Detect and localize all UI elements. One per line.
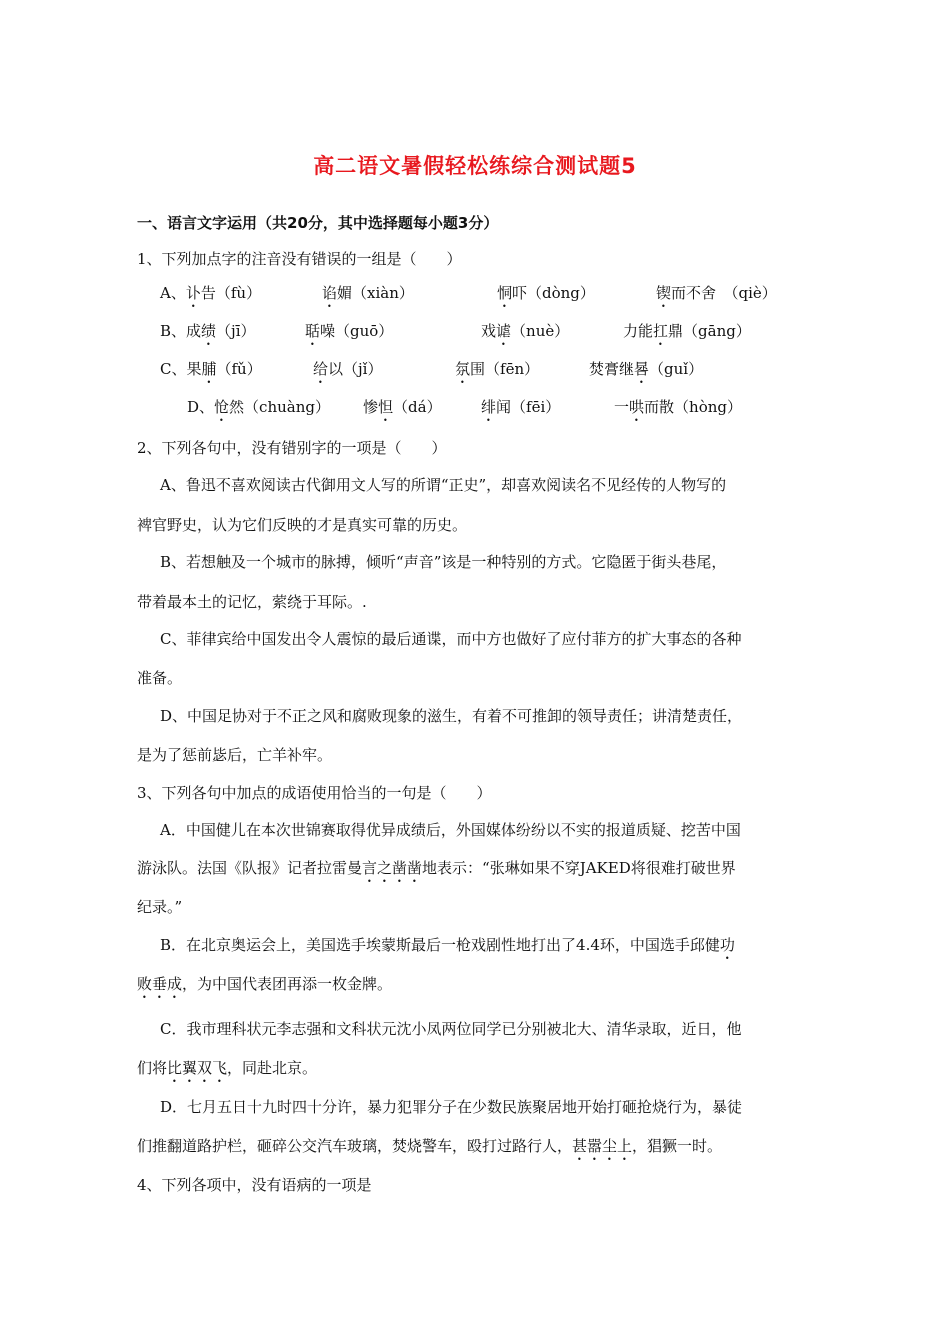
q2-option-c-line1: C、菲律宾给中国发出令人震惊的最后通谍，而中方也做好了应付菲方的扩大事态的各种 (160, 630, 742, 648)
q2-option-b-line1: B、若想触及一个城市的脉搏，倾听“声音”该是一种特别的方式。它隐匿于街头巷尾， (160, 553, 727, 571)
q1-option-b-1: B、成绩（jī） (160, 322, 256, 340)
q2-option-c-line2: 准备。 (137, 669, 183, 687)
q3-option-a-line3: 纪录。” (137, 898, 183, 916)
q1-option-d-4: 一哄而散（hòng） (614, 398, 742, 416)
q1-option-a-2: 谄媚（xiàn） (322, 284, 414, 302)
q2-option-d-line1: D、中国足协对于不正之风和腐败现象的滋生，有着不可推卸的领导责任；讲清楚责任， (160, 707, 743, 725)
question-2-stem: 2、下列各句中，没有错别字的一项是（ ） (137, 439, 447, 457)
question-1-stem: 1、下列加点字的注音没有错误的一组是（ ） (137, 250, 462, 268)
q2-option-b-line2: 带着最本土的记忆，萦绕于耳际。. (137, 593, 367, 611)
q1-option-c-4: 焚膏继晷（guǐ） (589, 360, 704, 378)
q1-option-d-2: 惨怛（dá） (363, 398, 442, 416)
q1-option-a-4: 锲而不舍 （qiè） (656, 284, 777, 302)
q1-option-c-3: 氛围（fēn） (455, 360, 540, 378)
document-title: 高二语文暑假轻松练综合测试题5 (313, 154, 637, 178)
q3-option-d-line1: D．七月五日十九时四十分许，暴力犯罪分子在少数民族聚居地开始打砸抢烧行为，暴徒 (160, 1098, 743, 1116)
q2-option-a-line1: A、鲁迅不喜欢阅读古代御用文人写的所谓“正史”，却喜欢阅读名不见经传的人物写的 (160, 476, 727, 494)
q3-option-b-line1: B．在北京奥运会上，美国选手埃蒙斯最后一枪戏剧性地打出了4.4环，中国选手邱健功 (160, 936, 735, 954)
q2-option-d-line2: 是为了惩前毖后，亡羊补牢。 (137, 746, 333, 764)
question-4-stem: 4、下列各项中，没有语病的一项是 (137, 1176, 372, 1194)
q3-option-c-line2: 们将比翼双飞，同赴北京。 (137, 1059, 318, 1077)
q1-option-c-2: 给以（jǐ） (313, 360, 383, 378)
q3-option-b-line2: 败垂成，为中国代表团再添一枚金牌。 (137, 975, 393, 993)
section-heading: 一、语言文字运用（共20分，其中选择题每小题3分） (137, 214, 499, 232)
q3-option-d-line2: 们推翻道路护栏，砸碎公交汽车玻璃，焚烧警车，殴打过路行人，甚嚣尘上，猖獗一时。 (137, 1137, 723, 1155)
q1-option-a-1: A、讣告（fù） (160, 284, 262, 302)
q3-option-a-line2: 游泳队。法国《队报》记者拉雷曼言之凿凿地表示：“张琳如果不穿JAKED将很难打破世界 (137, 859, 736, 877)
q1-option-d-3: 绯闻（fēi） (481, 398, 561, 416)
q3-option-a-line1: A．中国健儿在本次世锦赛取得优异成绩后，外国媒体纷纷以不实的报道质疑、挖苦中国 (160, 821, 741, 839)
q1-option-b-4: 力能扛鼎（gāng） (623, 322, 751, 340)
q1-option-b-2: 聒噪（guō） (305, 322, 394, 340)
q1-option-b-3: 戏谑（nuè） (481, 322, 570, 340)
q1-option-a-3: 恫吓（dòng） (497, 284, 595, 302)
q3-option-c-line1: C．我市理科状元李志强和文科状元沈小凤两位同学已分别被北大、清华录取，近日，他 (160, 1020, 742, 1038)
question-3-stem: 3、下列各句中加点的成语使用恰当的一句是（ ） (137, 784, 492, 802)
q2-option-a-line2: 裨官野史，认为它们反映的才是真实可靠的历史。 (137, 516, 468, 534)
q1-option-d-1: D、怆然（chuàng） (187, 398, 330, 416)
q1-option-c-1: C、果脯（fǔ） (160, 360, 262, 378)
